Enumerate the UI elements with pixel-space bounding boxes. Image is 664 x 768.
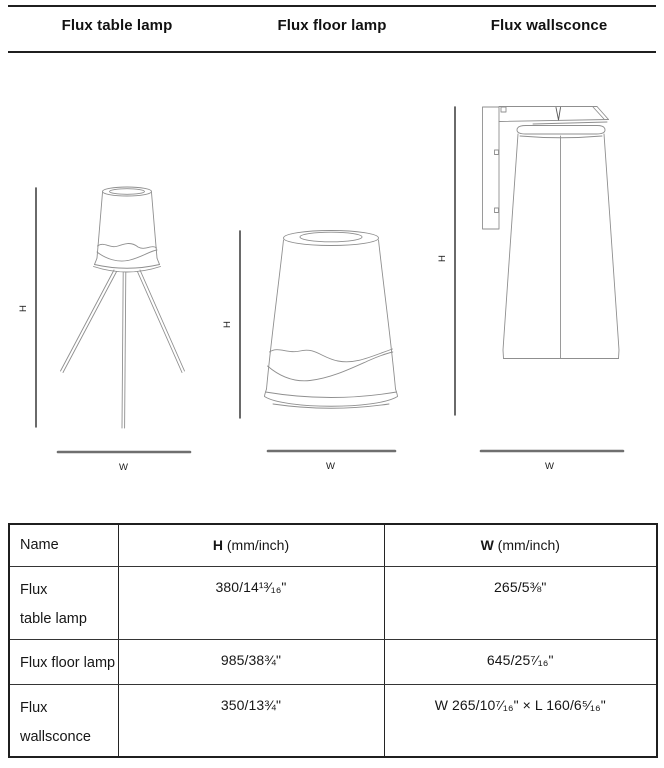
- w-value-cell: 265/5⅜": [384, 566, 657, 639]
- h-value-cell: 380/14¹³⁄₁₆": [118, 566, 384, 639]
- header-divider: [8, 51, 656, 53]
- table-lamp-drawing: [18, 187, 190, 473]
- height-dimension-label: H: [18, 305, 29, 312]
- dimensions-table: [8, 523, 658, 758]
- product-name-cell: Flux table lamp: [9, 566, 118, 639]
- column-header-width: W (mm/inch): [384, 524, 657, 566]
- wallsconce-drawing: [437, 107, 623, 473]
- w-value-cell: W 265/10⁷⁄₁₆" × L 160/6⁵⁄₁₆": [384, 684, 657, 757]
- table-row-flux-floor-lamp: [9, 639, 657, 684]
- column-header-height: H (mm/inch): [118, 524, 384, 566]
- dimension-drawings: [0, 60, 664, 520]
- column-header-name: Name: [9, 524, 118, 566]
- floor-lamp-drawing: [222, 231, 398, 473]
- product-title-wallsconce: Flux wallsconce: [490, 17, 608, 34]
- height-dimension-label: H: [222, 321, 233, 328]
- width-dimension-label: W: [326, 461, 335, 472]
- product-title-floor-lamp: Flux floor lamp: [277, 17, 387, 34]
- width-dimension-label: W: [119, 462, 128, 473]
- table-header-row: [9, 524, 657, 566]
- width-dimension-label: W: [545, 461, 554, 472]
- h-value-cell: 985/38¾": [118, 639, 384, 684]
- h-value-cell: 350/13¾": [118, 684, 384, 757]
- product-name-cell: Flux wallsconce: [9, 684, 118, 757]
- w-value-cell: 645/25⁷⁄₁₆": [384, 639, 657, 684]
- table-row-flux-table-lamp: [9, 566, 657, 639]
- table-row-flux-wallsconce: [9, 684, 657, 757]
- product-name-cell: Flux floor lamp: [9, 639, 118, 684]
- height-dimension-label: H: [437, 255, 448, 262]
- product-title-table-lamp: Flux table lamp: [61, 17, 173, 34]
- top-divider: [8, 5, 656, 7]
